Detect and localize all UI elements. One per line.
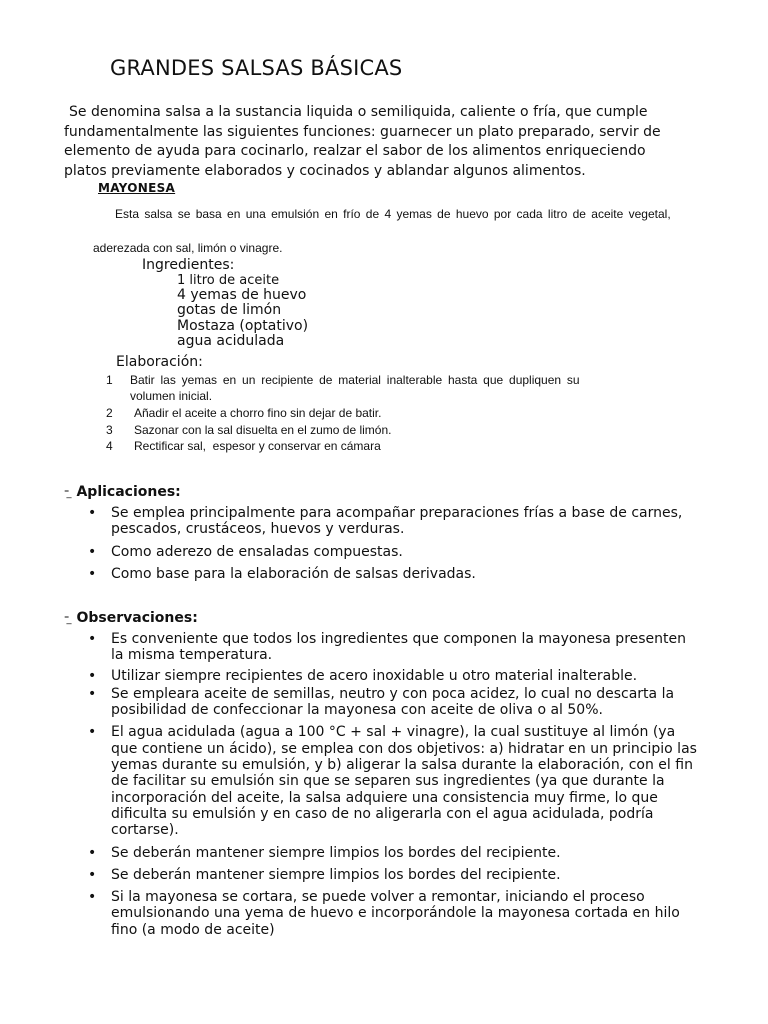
aplicaciones-list xyxy=(88,505,700,582)
bullet-icon: • xyxy=(88,724,97,741)
ingredient-item: Mostaza (optativo) xyxy=(177,318,309,334)
step-text: volumen inicial. xyxy=(130,389,213,403)
step-text: Sazonar con la sal disuelta en el zumo de limón. xyxy=(134,423,392,437)
list-item: • Como aderezo de ensaladas compuestas. xyxy=(88,543,403,560)
aplicaciones-heading-text: Aplicaciones: xyxy=(76,484,181,500)
bullet-icon: • xyxy=(88,505,97,521)
list-item: • Es conveniente que todos los ingredientes que componen la mayonesa presenten la misma temperatura. xyxy=(88,631,687,664)
step-number: 1 xyxy=(106,373,113,387)
observaciones-heading-text: Observaciones: xyxy=(76,610,198,626)
observaciones-list xyxy=(88,631,698,938)
list-item: • Se deberán mantener siempre limpios los bordes del recipiente. xyxy=(88,866,561,883)
intro-line: Se denomina salsa a la sustancia liquida o semiliquida, caliente o fría, que cumple xyxy=(69,104,648,120)
bullet-icon: • xyxy=(88,631,97,647)
list-item: • Si la mayonesa se cortara, se puede volver a remontar, iniciando el proceso emulsionando una yema de huevo e incorporándole la mayonesa cortada en hilo fino (a modo de aceite) xyxy=(88,889,680,938)
ingredient-item: agua acidulada xyxy=(177,333,285,349)
ingredient-item: 4 yemas de huevo xyxy=(177,287,307,303)
bullet-icon: • xyxy=(88,667,97,684)
aplicaciones-heading xyxy=(64,484,181,500)
bullet-icon: • xyxy=(88,889,97,906)
list-item: • Se deberán mantener siempre limpios los bordes del recipiente. xyxy=(88,844,561,861)
list-item: • Como base para la elaboración de salsas derivadas. xyxy=(88,565,476,582)
ingredient-item: gotas de limón xyxy=(177,302,282,318)
ingredient-item: 1 litro de aceite xyxy=(177,273,280,288)
ingredients-heading: Ingredientes: xyxy=(142,257,235,273)
bullet-icon: • xyxy=(88,565,97,582)
step-text: Rectificar sal, espesor y conservar en cámara xyxy=(134,439,381,453)
mayonesa-description-line: aderezada con sal, limón o vinagre. xyxy=(93,241,283,255)
bullet-icon: • xyxy=(88,866,97,883)
section-marker-icon: ⁼ ̲ xyxy=(64,488,71,499)
mayonesa-heading: MAYONESA xyxy=(98,181,176,195)
step-number: 3 xyxy=(106,423,113,437)
intro-line: fundamentalmente las siguientes funciones: guarnecer un plato preparado, servir de xyxy=(64,123,661,140)
step-text: Batir las yemas en un recipiente de material inalterable hasta que dupliquen su xyxy=(130,373,580,387)
observaciones-heading xyxy=(64,610,198,626)
intro-paragraph xyxy=(64,103,714,181)
step-number: 2 xyxy=(106,406,113,420)
step-number: 4 xyxy=(106,439,113,453)
section-marker-icon: ⁼ ̲ xyxy=(64,614,71,625)
step-text: Añadir el aceite a chorro fino sin dejar de batir. xyxy=(134,406,382,420)
list-item: • Utilizar siempre recipientes de acero inoxidable u otro material inalterable. xyxy=(88,667,638,684)
list-item: • El agua acidulada (agua a 100 °C + sal + vinagre), la cual sustituye al limón (ya que contiene un ácido), se emplea con dos objetivos: a) hidratar en un principio las yemas durante su emulsión, y b) aligerar la salsa durante la elaboración, con el fin de facilitar su emulsión sin que se separen sus ingredientes (ya que durante la incorporación del aceite, la salsa adquiere una consistencia muy firme, lo que dificulta su emulsión y en caso de no aligerarla con el agua acidulada, podría cortarse). xyxy=(88,724,697,839)
intro-line: elemento de ayuda para cocinarlo, realzar el sabor de los alimentos enriqueciendo xyxy=(64,143,646,159)
page-title: GRANDES SALSAS BÁSICAS xyxy=(110,56,403,80)
list-item: • Se emplea principalmente para acompañar preparaciones frías a base de carnes, pescados, crustáceos, huevos y verduras. xyxy=(88,505,683,538)
mayonesa-description-line: Esta salsa se basa en una emulsión en frío de 4 yemas de huevo por cada litro de aceite vegetal, xyxy=(115,207,671,221)
intro-line: platos previamente elaborados y cocinados y ablandar algunos alimentos. xyxy=(64,162,586,179)
list-item: • Se empleara aceite de semillas, neutro y con poca acidez, lo cual no descarta la posibilidad de confeccionar la mayonesa con aceite de oliva o al 50%. xyxy=(88,685,675,719)
bullet-icon: • xyxy=(88,844,97,861)
elaboracion-heading: Elaboración: xyxy=(116,354,203,370)
bullet-icon: • xyxy=(88,543,97,560)
bullet-icon: • xyxy=(88,685,97,702)
